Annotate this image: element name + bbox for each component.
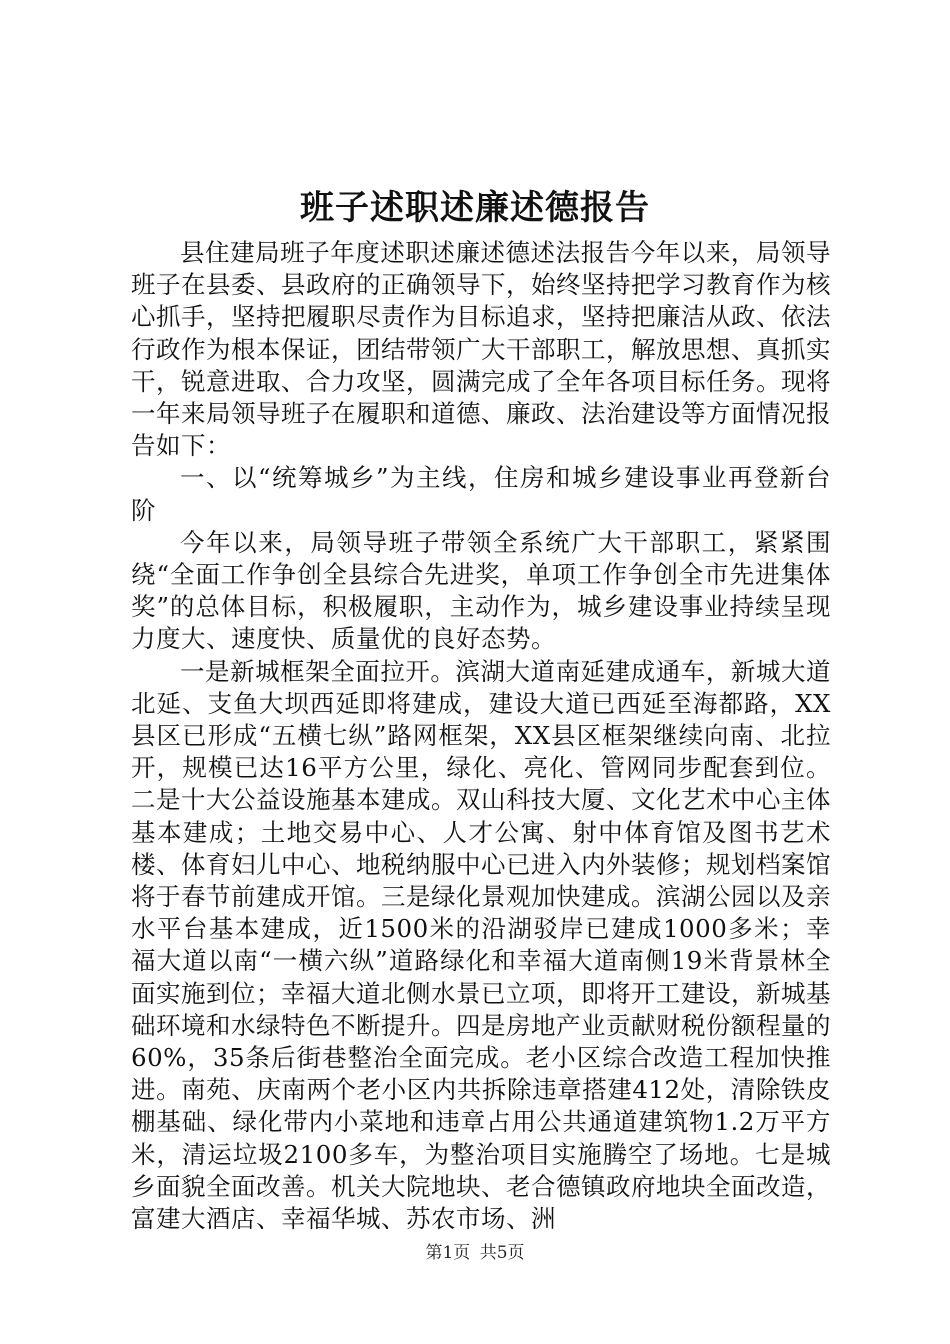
- page-total: 共5页: [479, 1243, 525, 1263]
- page-number: 第1页: [425, 1243, 471, 1263]
- document-body: [131, 237, 831, 1235]
- paragraph-details: 一是新城框架全面拉开。滨湖大道南延建成通车，新城大道北延、支鱼大坝西延即将建成，建设大道已西延至海都路，XX县区已形成“五横七纵”路网框架，XX县区框架继续向南、北拉开，规模已达16平方公里，绿化、亮化、管网同步配套到位。二是十大公益设施基本建成。双山科技大厦、文化艺术中心主体基本建成；土地交易中心、人才公寓、射中体育馆及图书艺术楼、体育妇儿中心、地税纳服中心已进入内外装修；规划档案馆将于春节前建成开馆。三是绿化景观加快建成。滨湖公园以及亲水平台基本建成，近1500米的沿湖驳岸已建成1000多米；幸福大道以南“一横六纵”道路绿化和幸福大道南侧19米背景林全面实施到位；幸福大道北侧水景已立项，即将开工建设，新城基础环境和水绿特色不断提升。四是房地产业贡献财税份额程量的60%，35条后街巷整治全面完成。老小区综合改造工程加快推进。南苑、庆南两个老小区内共拆除违章搭建412处，清除铁皮棚基础、绿化带内小菜地和违章占用公共通道建筑物1.2万平方米，清运垃圾2100多车，为整治项目实施腾空了场地。七是城乡面貌全面改善。机关大院地块、老合德镇政府地块全面改造，富建大酒店、幸福华城、苏农市场、洲: [131, 656, 831, 1234]
- paragraph-intro: 县住建局班子年度述职述廉述德述法报告今年以来，局领导班子在县委、县政府的正确领导下，始终坚持把学习教育作为核心抓手，坚持把履职尽责作为目标追求，坚持把廉洁从政、依法行政作为根本保证，团结带领广大干部职工，解放思想、真抓实干，锐意进取、合力攻坚，圆满完成了全年各项目标任务。现将一年来局领导班子在履职和道德、廉政、法治建设等方面情况报告如下：: [131, 238, 831, 461]
- paragraph-overview: 今年以来，局领导班子带领全系统广大干部职工，紧紧围绕“全面工作争创全县综合先进奖，单项工作争创全市先进集体奖”的总体目标，积极履职，主动作为，城乡建设事业持续呈现力度大、速度快、质量优的良好态势。: [131, 527, 831, 654]
- document-title: 班子述职述廉述德报告: [300, 188, 650, 228]
- page-footer: [0, 1241, 950, 1265]
- section-heading-1: 一、以“统筹城乡”为主线，住房和城乡建设事业再登新台阶: [131, 463, 831, 525]
